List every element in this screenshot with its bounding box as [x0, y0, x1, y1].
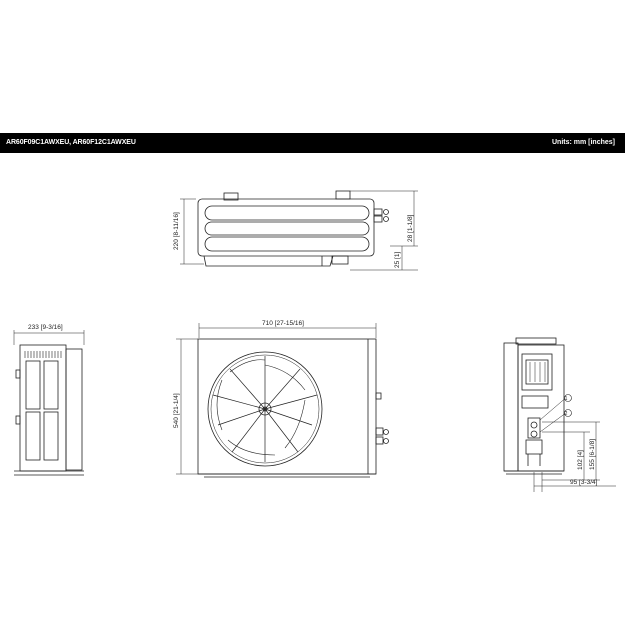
- side-view: [14, 330, 84, 475]
- units-label: Units: mm [inches]: [551, 139, 615, 146]
- front-view: [176, 323, 389, 477]
- top-view: [180, 191, 418, 270]
- front-view-height-dim: 540 [21-1/4]: [173, 393, 180, 428]
- top-view-right-dim-2: 25 [1]: [394, 251, 401, 268]
- right-view-dim-95: 95 [3-3/4]: [570, 479, 598, 486]
- right-view-dim-102: 102 [4]: [577, 450, 584, 470]
- right-side-view: [504, 338, 616, 492]
- right-view-dim-155: 155 [6-1/8]: [589, 438, 596, 470]
- front-view-width-dim: 710 [27-15/16]: [262, 320, 304, 327]
- top-view-right-dim-1: 28 [1-1/8]: [407, 214, 414, 242]
- top-view-height-dim: 220 [8-11/16]: [173, 212, 180, 250]
- callout-2: 2: [564, 411, 568, 417]
- callout-1: 1: [564, 396, 568, 402]
- side-view-width-dim: 233 [9-3/16]: [28, 324, 63, 331]
- model-numbers: AR60F09C1AWXEU, AR60F12C1AWXEU: [6, 139, 136, 146]
